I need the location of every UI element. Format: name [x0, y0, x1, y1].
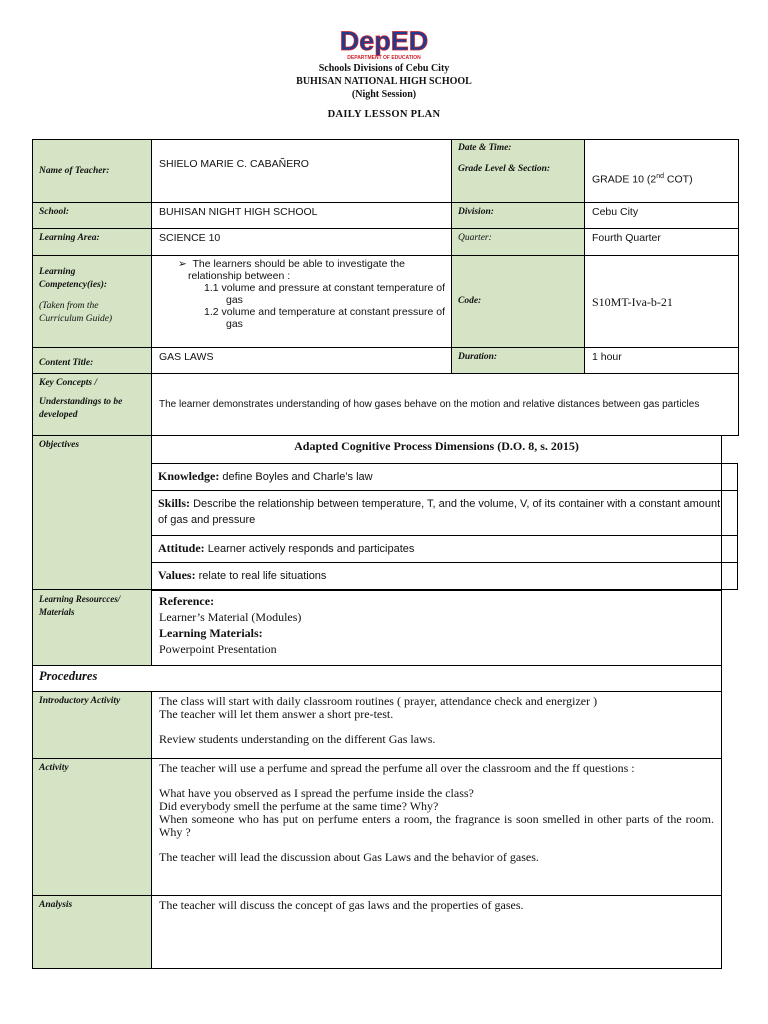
info-table — [32, 139, 739, 436]
attitude-text: Learner actively responds and participates — [204, 543, 415, 555]
competency-item: 1.1 volume and pressure at constant temperature of gas — [204, 282, 446, 306]
activity-line: The teacher will lead the discussion about Gas Laws and the behavior of gases. — [159, 850, 539, 864]
procedures-heading: Procedures — [33, 666, 722, 692]
competency-label-cell — [33, 256, 152, 348]
duration-label: Duration: — [452, 348, 585, 374]
intro-line: The teacher will let them answer a short pre-test. — [159, 707, 394, 721]
deped-logo — [314, 26, 454, 62]
division-label: Division: — [452, 203, 585, 229]
content-value: GAS LAWS — [152, 348, 452, 374]
skills-text: Describe the relationship between temperature, T, and the volume, V, of its container with a constant amount of gas and pressure — [158, 498, 721, 526]
competency-list — [152, 258, 451, 330]
logo-subtext: DEPARTMENT OF EDUCATION — [347, 55, 421, 61]
area-label: Learning Area: — [33, 229, 152, 256]
competency-label: Learning Competency(ies): — [39, 267, 108, 290]
division-value: Cebu City — [585, 203, 739, 229]
quarter-value: Fourth Quarter — [585, 229, 739, 256]
intro-line: The class will start with daily classroom routines ( prayer, attendance check and energizer ) — [159, 694, 598, 708]
code-value: S10MT-Iva-b-21 — [585, 256, 739, 348]
knowledge-text: define Boyles and Charle’s law — [219, 471, 373, 483]
activity-line: The teacher will use a perfume and spread the perfume all over the classroom and the ff questions : — [159, 761, 635, 775]
analysis-value: The teacher will discuss the concept of gas laws and the properties of gases. — [152, 896, 722, 969]
competency-note: (Taken from the Curriculum Guide) — [39, 301, 113, 324]
school-value: BUHISAN NIGHT HIGH SCHOOL — [152, 203, 452, 229]
objective-attitude — [151, 535, 738, 563]
logo-wordmark: DepED — [339, 26, 429, 56]
activity-line: Did everybody smell the perfume at the same time? Why? — [159, 799, 439, 813]
competency-intro-text: The learners should be able to investigate the relationship between : — [188, 258, 405, 282]
grade-sup: nd — [656, 173, 664, 180]
intro-cell — [152, 692, 722, 759]
intro-line: Review students understanding on the different Gas laws. — [159, 732, 436, 746]
concepts-label-cell — [33, 374, 152, 436]
duration-value: 1 hour — [585, 348, 739, 374]
objectives-heading: Adapted Cognitive Process Dimensions (D.O. 8, s. 2015) — [294, 439, 579, 453]
document-title: DAILY LESSON PLAN — [327, 109, 441, 120]
objective-values — [151, 562, 738, 590]
objective-skills — [151, 490, 738, 536]
session-line: (Night Session) — [351, 89, 417, 100]
content-label: Content Title: — [33, 348, 152, 374]
knowledge-label: Knowledge: — [158, 469, 220, 483]
reference-value: Learner’s Material (Modules) — [159, 610, 302, 624]
grade-tail: COT) — [664, 173, 693, 186]
analysis-label: Analysis — [33, 896, 152, 969]
division-line: Schools Divisions of Cebu City — [318, 63, 450, 74]
skills-label: Skills: — [158, 496, 191, 510]
school-label: School: — [33, 203, 152, 229]
grade-label: Grade Level & Section: — [458, 164, 551, 174]
competency-intro — [152, 258, 451, 282]
quarter-label: Quarter: — [452, 229, 585, 256]
resources-cell — [152, 590, 722, 666]
grade-value — [585, 140, 739, 203]
intro-label: Introductory Activity — [33, 692, 152, 759]
concepts-value: The learner demonstrates understanding of how gases behave on the motion and relative distances between gas particles — [152, 374, 739, 436]
arrow-bullet-icon: ➢ — [178, 258, 187, 270]
resources-label: Learning Resourcces/ Materials — [33, 590, 152, 666]
area-value: SCIENCE 10 — [152, 229, 452, 256]
datetime-label: Date & Time: — [458, 143, 512, 153]
code-label: Code: — [452, 256, 585, 348]
datetime-grade-label-cell — [452, 140, 585, 203]
activity-line: When someone who has put on perfume enters a room, the fragrance is soon smelled in other parts of the room. Why ? — [159, 812, 714, 839]
concepts-sublabel: Understandings to be developed — [39, 397, 123, 420]
procedures-table — [32, 589, 722, 969]
document-header — [0, 26, 768, 120]
competency-value-cell — [152, 256, 452, 348]
concepts-label: Key Concepts / — [39, 378, 98, 388]
teacher-value: SHIELO MARIE C. CABAÑERO — [152, 140, 452, 203]
reference-label: Reference: — [159, 594, 215, 608]
materials-value: Powerpoint Presentation — [159, 642, 277, 656]
competency-item: 1.2 volume and temperature at constant pressure of gas — [204, 306, 446, 330]
values-text: relate to real life situations — [195, 570, 327, 582]
objectives-label: Objectives — [33, 436, 152, 591]
grade-text: GRADE 10 (2 — [592, 173, 657, 186]
objective-knowledge — [151, 463, 738, 491]
attitude-label: Attitude: — [158, 541, 205, 555]
teacher-label: Name of Teacher: — [33, 140, 152, 203]
activity-line: What have you observed as I spread the perfume inside the class? — [159, 786, 474, 800]
materials-label: Learning Materials: — [159, 626, 263, 640]
school-line: BUHISAN NATIONAL HIGH SCHOOL — [296, 76, 472, 87]
values-label: Values: — [158, 568, 196, 582]
activity-cell — [152, 759, 722, 896]
activity-label: Activity — [33, 759, 152, 896]
